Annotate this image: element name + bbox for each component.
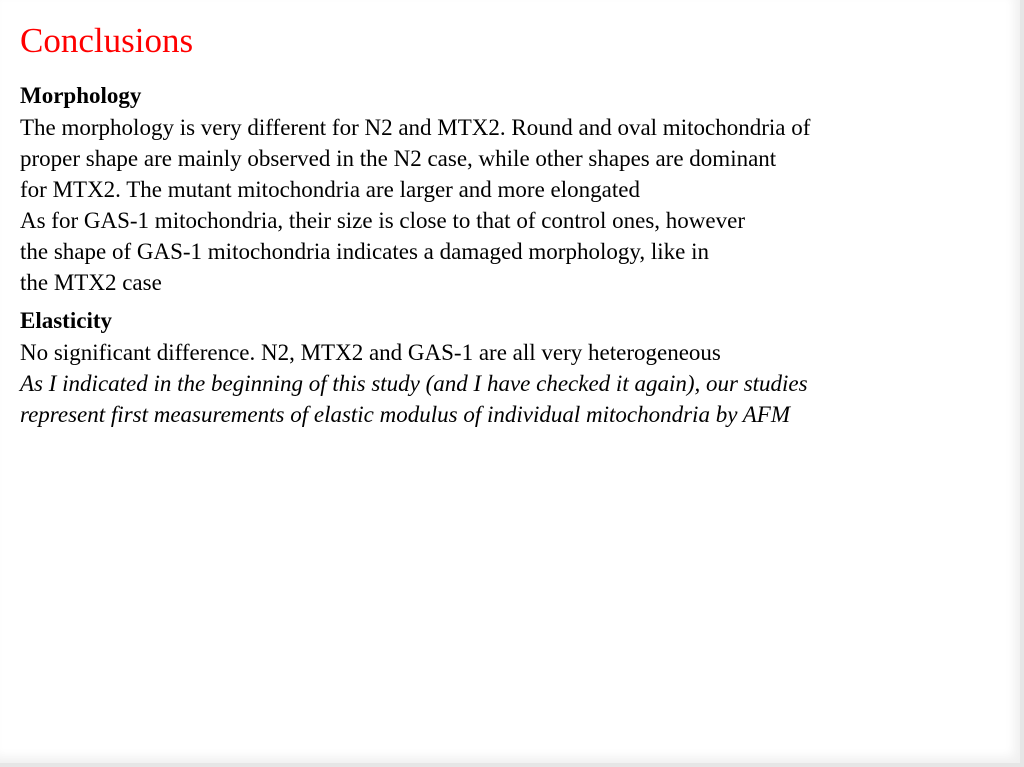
morphology-section	[20, 80, 1010, 298]
slide-title: Conclusions	[20, 21, 194, 60]
elasticity-line: No significant difference. N2, MTX2 and GAS-1 are all very heterogeneous	[20, 340, 721, 365]
elasticity-section	[20, 305, 1010, 430]
elasticity-italic-line: represent first measurements of elastic modulus of individual mitochondria by AFM	[20, 402, 790, 427]
morphology-line: The morphology is very different for N2 and MTX2. Round and oval mitochondria of	[20, 115, 811, 140]
morphology-line: for MTX2. The mutant mitochondria are larger and more elongated	[20, 177, 640, 202]
morphology-line: the MTX2 case	[20, 270, 162, 295]
morphology-heading: Morphology	[20, 83, 142, 108]
slide-content	[20, 80, 1010, 430]
elasticity-italic-line: As I indicated in the beginning of this study (and I have checked it again), our studies	[20, 371, 808, 396]
morphology-line: As for GAS-1 mitochondria, their size is close to that of control ones, however	[20, 208, 745, 233]
section-spacer	[20, 298, 1010, 305]
elasticity-heading: Elasticity	[20, 308, 112, 333]
morphology-line: the shape of GAS-1 mitochondria indicates a damaged morphology, like in	[20, 239, 709, 264]
morphology-line: proper shape are mainly observed in the N2 case, while other shapes are dominant	[20, 146, 777, 171]
